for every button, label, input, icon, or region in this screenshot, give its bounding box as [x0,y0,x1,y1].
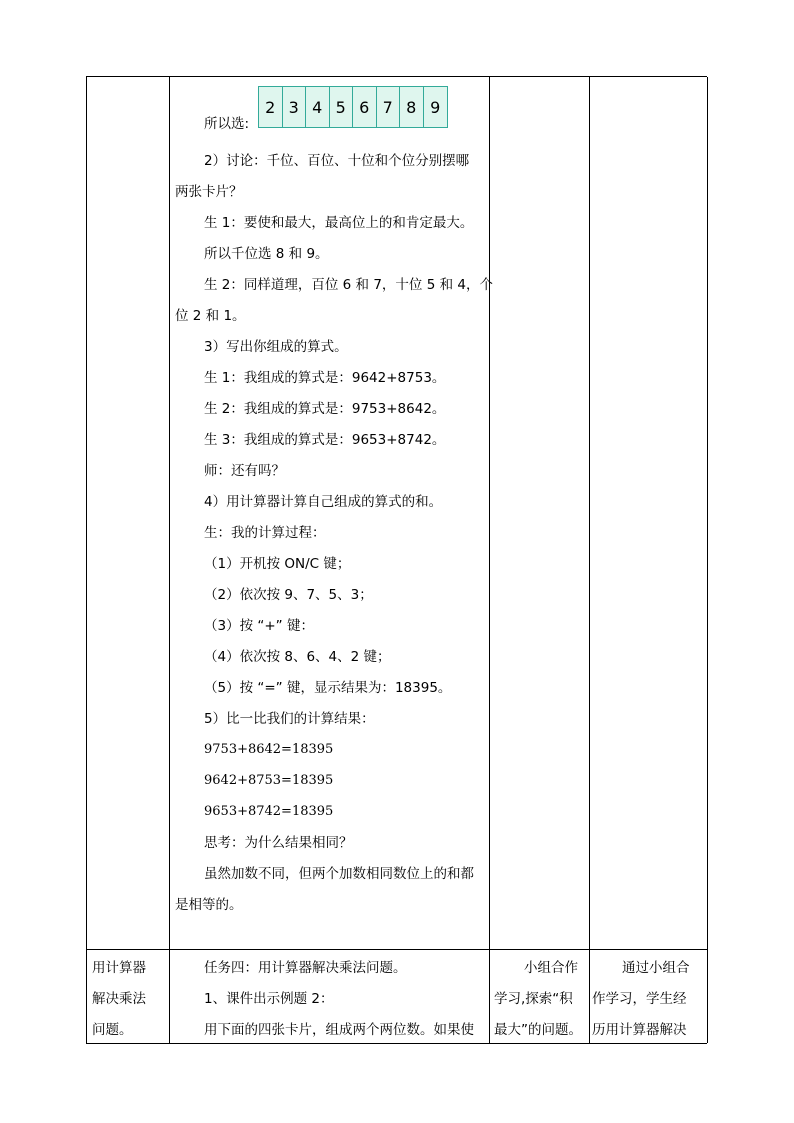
text-line: 9642+8753=18395 [204,773,334,788]
row2-col4-line: 历用计算器解决 [592,1022,687,1038]
text-line: 9653+8742=18395 [204,804,334,819]
row2-col1-line: 用计算器 [92,960,146,976]
text-line: （5）按 “=” 键，显示结果为：18395。 [204,680,452,696]
text-line: 是相等的。 [175,897,243,913]
text-line: 生：我的计算过程： [204,525,326,541]
col-divider-3 [589,77,590,1043]
text-line: 位 2 和 1。 [175,308,246,324]
text-line: 2）讨论：千位、百位、十位和个位分别摆哪 [204,153,470,169]
row2-col2-line: 1、课件出示例题 2： [204,991,334,1007]
row-divider [87,949,707,950]
number-card: 7 [377,87,401,127]
row2-col1-line: 解决乘法 [92,991,146,1007]
text-line: 3）写出你组成的算式。 [204,339,348,355]
row2-col3-line: 最大”的问题。 [494,1022,582,1038]
row2-col2-line: 任务四：用计算器解决乘法问题。 [204,960,407,976]
row2-col1-line: 问题。 [92,1022,133,1038]
text-line: （2）依次按 9、7、5、3； [204,587,373,603]
text-line: 4）用计算器计算自己组成的算式的和。 [204,494,443,510]
text-line: 9753+8642=18395 [204,742,334,757]
text-line: 生 1：我组成的算式是：9642+8753。 [204,370,446,386]
cards-label: 所以选: [204,116,250,132]
number-card: 9 [430,97,441,117]
number-card: 4 [306,87,330,127]
text-line: 虽然加数不同，但两个加数相同数位上的和都 [204,866,474,882]
number-card: 3 [283,87,307,127]
col-divider-1 [169,77,170,1043]
number-card: 6 [353,87,377,127]
number-card: 8 [400,87,424,127]
row2-col4-line: 通过小组合 [622,960,690,976]
text-line: 5）比一比我们的计算结果： [204,711,375,727]
row2-col3-line: 学习,探索“积 [494,991,573,1007]
text-line: 思考：为什么结果相同？ [204,835,353,851]
text-line: （1）开机按 ON/C 键； [204,556,351,572]
text-line: 生 1：要使和最大，最高位上的和肯定最大。 [204,215,474,231]
text-line: 师：还有吗？ [204,463,285,479]
text-line: 两张卡片？ [175,184,243,200]
text-line: （4）依次按 8、6、4、2 键； [204,649,391,665]
number-card: 2 [259,87,283,127]
text-line: 所以千位选 8 和 9。 [204,246,329,262]
number-cards [258,86,448,128]
text-line: 生 3：我组成的算式是：9653+8742。 [204,432,446,448]
col-divider-2 [489,77,490,1043]
row2-col4-line: 作学习，学生经 [592,991,687,1007]
row2-col2-line: 用下面的四张卡片，组成两个两位数。如果使 [204,1022,474,1038]
row2-col3-line: 小组合作 [524,960,578,976]
col-divider-right [707,77,708,1043]
text-line: 生 2：我组成的算式是：9753+8642。 [204,401,446,417]
text-line: 生 2：同样道理，百位 6 和 7，十位 5 和 4，个 [204,277,493,293]
number-card: 5 [330,87,354,127]
text-line: （3）按 “+” 键： [204,618,314,634]
